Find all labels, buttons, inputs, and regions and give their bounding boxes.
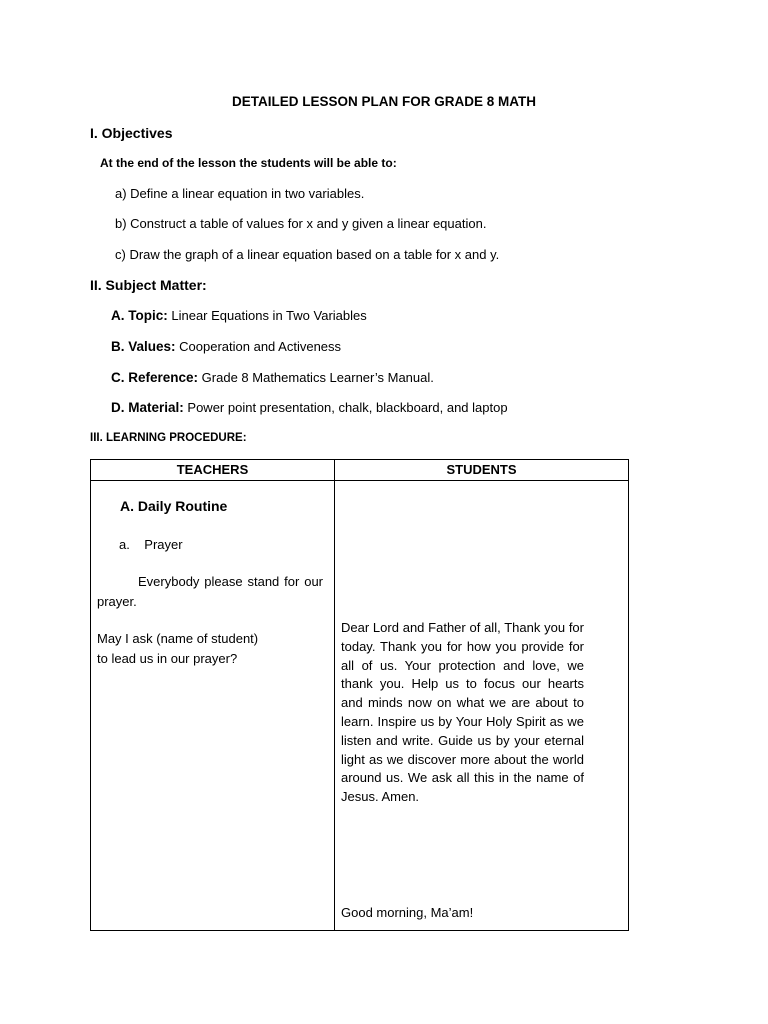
subject-matter-heading: II. Subject Matter:: [90, 277, 207, 293]
subject-matter-topic: [111, 308, 367, 323]
material-label: D. Material:: [111, 400, 184, 415]
teacher-request-line1: May I ask (name of student): [97, 631, 259, 646]
subject-matter-material: [111, 400, 508, 415]
values-value: Cooperation and Activeness: [179, 339, 342, 354]
objective-item: a) Define a linear equation in two variables.: [115, 186, 365, 201]
subject-matter-reference: [111, 370, 434, 385]
procedure-heading: III. LEARNING PROCEDURE:: [90, 432, 247, 444]
header-divider: [91, 480, 628, 481]
teacher-request-line2: to lead us in our prayer?: [97, 651, 238, 666]
values-label: B. Values:: [111, 339, 176, 354]
prayer-subheading: a. Prayer: [119, 537, 183, 552]
student-greeting: Good morning, Ma’am!: [341, 905, 474, 920]
procedure-table: [90, 459, 629, 931]
student-prayer: Dear Lord and Father of all, Thank you for today. Thank you for how you provide for all of us. Your protection and love, we thank you. Help us to focus our hearts and minds now on what we are about to learn. Inspire us by Your Holy Spirit as we listen and write. Guide us by your eternal light as we discover more about the world around us. We ask all this in the name of Jesus. Amen.: [341, 620, 584, 805]
objectives-heading: I. Objectives: [90, 125, 173, 141]
column-divider: [334, 460, 335, 930]
objective-item: c) Draw the graph of a linear equation based on a table for x and y.: [115, 247, 500, 262]
reference-value: Grade 8 Mathematics Learner’s Manual.: [201, 370, 434, 385]
column-header-students: STUDENTS: [446, 462, 517, 477]
document-title: DETAILED LESSON PLAN FOR GRADE 8 MATH: [231, 94, 536, 109]
objective-item: b) Construct a table of values for x and y given a linear equation.: [115, 216, 487, 231]
teacher-prayer-instruction: Everybody please stand for our prayer.: [97, 574, 323, 609]
material-value: Power point presentation, chalk, blackboard, and laptop: [187, 400, 508, 415]
reference-label: C. Reference:: [111, 370, 199, 385]
objectives-lead: At the end of the lesson the students will be able to:: [100, 156, 397, 170]
column-header-teachers: TEACHERS: [176, 462, 249, 477]
daily-routine-heading: A. Daily Routine: [120, 498, 228, 514]
topic-label: A. Topic:: [111, 308, 168, 323]
subject-matter-values: [111, 339, 341, 354]
topic-value: Linear Equations in Two Variables: [171, 308, 367, 323]
